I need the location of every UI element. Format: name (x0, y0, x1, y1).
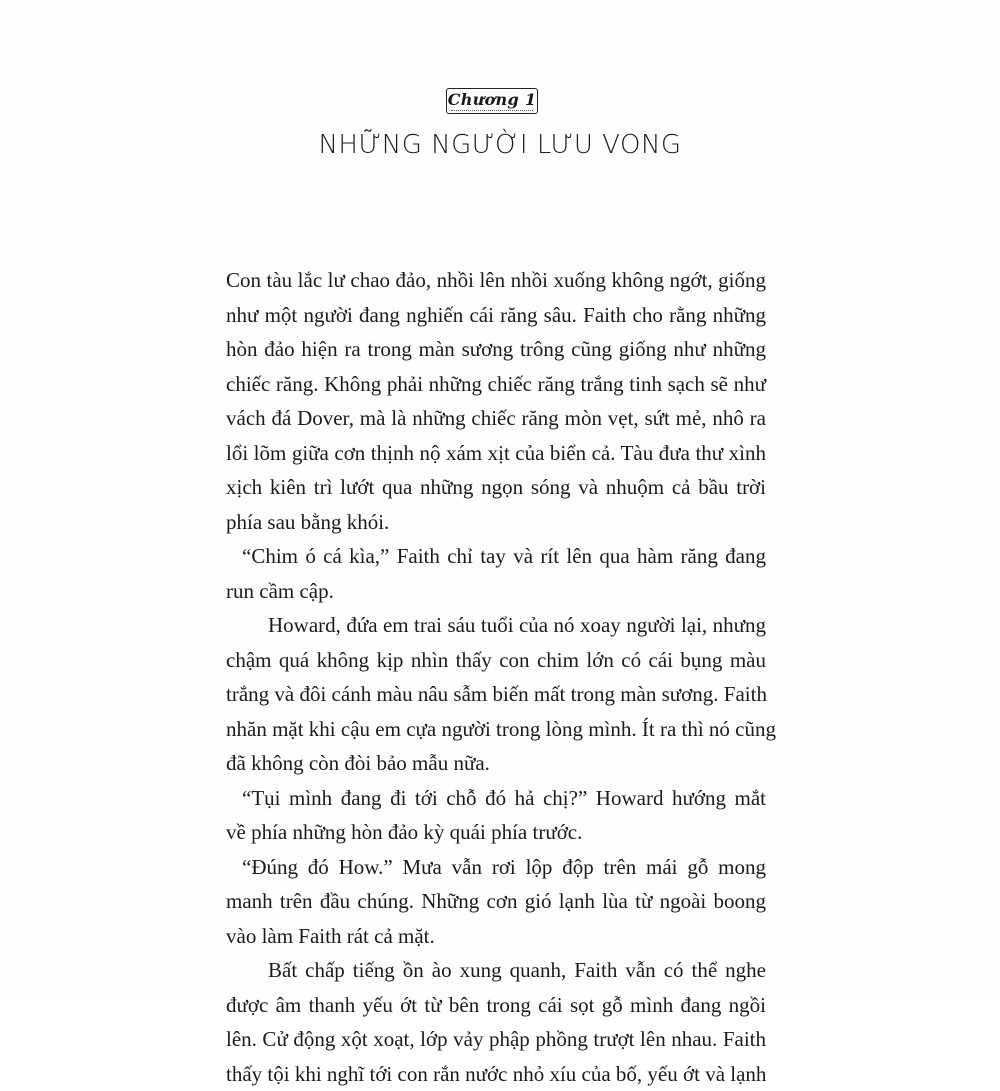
text-line: được âm thanh yếu ớt từ bên trong cái sọt gỗ mình đang ngồi (226, 988, 766, 1023)
text-line: manh trên đầu chúng. Những cơn gió lạnh lùa từ ngoài boong (226, 884, 766, 919)
text-line: vách đá Dover, mà là những chiếc răng mòn vẹt, sứt mẻ, nhô ra (226, 401, 766, 436)
paragraph (226, 539, 766, 608)
text-line: trắng và đôi cánh màu nâu sẫm biến mất trong màn sương. Faith (226, 677, 766, 712)
text-line: xịch kiên trì lướt qua những ngọn sóng và nhuộm cả bầu trời (226, 470, 766, 505)
chapter-title: NHỮNG NGƯỜI LƯU VONG (250, 130, 750, 160)
text-line: phía sau bằng khói. (226, 505, 766, 540)
text-line: về phía những hòn đảo kỳ quái phía trước. (226, 815, 766, 850)
chapter-label: Chương 1 (446, 88, 538, 114)
text-line: “Chim ó cá kìa,” Faith chỉ tay và rít lên qua hàm răng đang (226, 539, 766, 574)
text-line: hòn đảo hiện ra trong màn sương trông cũng giống như những (226, 332, 766, 367)
text-line: run cầm cập. (226, 574, 766, 609)
paragraph (226, 953, 766, 1091)
text-line: như một người đang nghiến cái răng sâu. Faith cho rằng những (226, 298, 766, 333)
paragraph (226, 781, 766, 850)
text-line: vào làm Faith rát cả mặt. (226, 919, 766, 954)
text-line: “Tụi mình đang đi tới chỗ đó hả chị?” Howard hướng mắt (226, 781, 766, 816)
paragraph (226, 850, 766, 954)
text-line: đã không còn đòi bảo mẫu nữa. (226, 746, 766, 781)
body-text (226, 263, 766, 1091)
paragraph (226, 263, 766, 539)
text-line: chiếc răng. Không phải những chiếc răng trắng tinh sạch sẽ như (226, 367, 766, 402)
text-line: “Đúng đó How.” Mưa vẫn rơi lộp độp trên mái gỗ mong (226, 850, 766, 885)
text-line: lên. Cử động xột xoạt, lớp vảy phập phồng trượt lên nhau. Faith (226, 1022, 766, 1057)
text-line: Bất chấp tiếng ồn ào xung quanh, Faith vẫn có thể nghe (226, 953, 766, 988)
paragraph (226, 608, 766, 781)
text-line: lổi lõm giữa cơn thịnh nộ xám xịt của biển cả. Tàu đưa thư xình (226, 436, 766, 471)
text-line: thấy tội khi nghĩ tới con rắn nước nhỏ xíu của bố, yếu ớt và lạnh (226, 1057, 766, 1091)
text-line: Con tàu lắc lư chao đảo, nhồi lên nhồi xuống không ngớt, giống (226, 263, 766, 298)
text-line: Howard, đứa em trai sáu tuổi của nó xoay người lại, nhưng (226, 608, 766, 643)
text-line: chậm quá không kịp nhìn thấy con chim lớn có cái bụng màu (226, 643, 766, 678)
text-line: nhăn mặt khi cậu em cựa người trong lòng mình. Ít ra thì nó cũng (226, 712, 766, 747)
